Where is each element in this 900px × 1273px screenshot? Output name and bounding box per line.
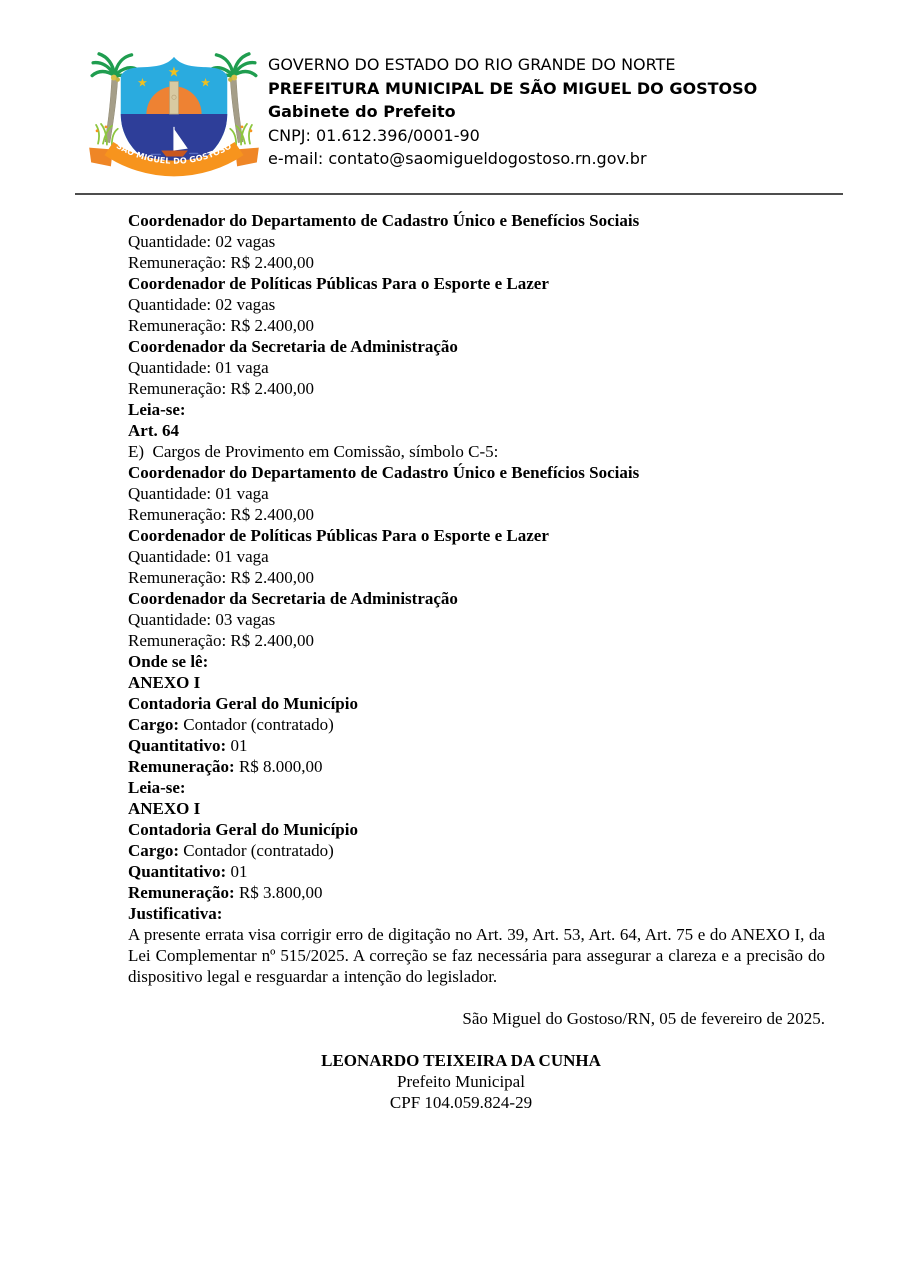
- doc-line: Onde se lê:: [128, 652, 209, 671]
- signature-role: Prefeito Municipal: [397, 1072, 525, 1091]
- doc-line: Remuneração: R$ 2.400,00: [128, 253, 315, 272]
- signature-cpf: CPF 104.059.824-29: [389, 1093, 533, 1112]
- document-body: [128, 210, 825, 1113]
- government-line: GOVERNO DO ESTADO DO RIO GRANDE DO NORTE: [268, 55, 676, 74]
- municipality-line: PREFEITURA MUNICIPAL DE SÃO MIGUEL DO GOSTOSO: [268, 78, 758, 98]
- letterhead: [0, 0, 900, 189]
- document-lines: [128, 210, 825, 987]
- doc-line: Remuneração: R$ 2.400,00: [128, 568, 315, 587]
- ribbon-text: SÃO MIGUEL DO GOSTOSO: [114, 140, 234, 166]
- doc-line: Coordenador de Políticas Públicas Para o Esporte e Lazer: [128, 526, 549, 545]
- doc-line: Quantidade: 01 vaga: [128, 547, 269, 566]
- doc-line: A presente errata visa corrigir erro de digitação no Art. 39, Art. 53, Art. 64, Art. 75 e do ANEXO I, da Lei Complementar nº 515/2025. A correção se faz necessária para assegurar a clareza e a precisão do dispositivo legal e resguardar a intenção do legislador.: [128, 925, 825, 986]
- doc-line: Justificativa:: [128, 904, 223, 923]
- doc-line: Coordenador da Secretaria de Administração: [128, 337, 458, 356]
- header-divider: [75, 193, 843, 195]
- signature-block: [128, 1050, 794, 1113]
- doc-line: Remuneração: R$ 8.000,00: [128, 757, 323, 776]
- flower-icon: [105, 125, 108, 128]
- doc-line: Quantidade: 02 vagas: [128, 232, 276, 251]
- doc-line: Leia-se:: [128, 778, 186, 797]
- doc-line: Remuneração: R$ 2.400,00: [128, 379, 315, 398]
- doc-line: Coordenador do Departamento de Cadastro Único e Benefícios Sociais: [128, 211, 640, 230]
- doc-line: Quantidade: 03 vagas: [128, 610, 276, 629]
- doc-line: Remuneração: R$ 2.400,00: [128, 316, 315, 335]
- doc-line: ANEXO I: [128, 673, 201, 692]
- monument-icon: [170, 82, 179, 115]
- blank-line: [128, 1029, 825, 1050]
- doc-line: Quantitativo: 01: [128, 736, 248, 755]
- doc-line: Coordenador da Secretaria de Administração: [128, 589, 458, 608]
- doc-line: Cargo: Contador (contratado): [128, 715, 334, 734]
- doc-line: Contadoria Geral do Município: [128, 820, 358, 839]
- doc-line: ANEXO I: [128, 799, 201, 818]
- cnpj-line: CNPJ: 01.612.396/0001-90: [268, 125, 480, 145]
- blank-line: [128, 987, 825, 1008]
- email-line: e-mail: contato@saomigueldogostoso.rn.gov.br: [268, 149, 647, 169]
- office-line: Gabinete do Prefeito: [268, 102, 456, 122]
- doc-line: Coordenador do Departamento de Cadastro Único e Benefícios Sociais: [128, 463, 640, 482]
- doc-line: Quantitativo: 01: [128, 862, 248, 881]
- flower-icon: [96, 129, 99, 132]
- doc-line: Contadoria Geral do Município: [128, 694, 358, 713]
- doc-line: Coordenador de Políticas Públicas Para o Esporte e Lazer: [128, 274, 549, 293]
- star-icon: ★: [137, 75, 148, 90]
- letterhead-text: [268, 53, 757, 171]
- doc-line: Leia-se:: [128, 400, 186, 419]
- doc-line: Art. 64: [128, 421, 179, 440]
- date-place-line: São Miguel do Gostoso/RN, 05 de fevereiro de 2025.: [462, 1009, 825, 1028]
- doc-line: Remuneração: R$ 2.400,00: [128, 505, 315, 524]
- doc-line: Remuneração: R$ 2.400,00: [128, 631, 315, 650]
- signature-name: LEONARDO TEIXEIRA DA CUNHA: [321, 1051, 601, 1070]
- star-icon: ★: [167, 64, 181, 81]
- coconut-icon: [116, 77, 120, 81]
- star-icon: ★: [200, 75, 211, 90]
- doc-line: Cargo: Contador (contratado): [128, 841, 334, 860]
- doc-line: Quantidade: 01 vaga: [128, 484, 269, 503]
- doc-line: Remuneração: R$ 3.800,00: [128, 883, 323, 902]
- doc-line: E) Cargos de Provimento em Comissão, símbolo C-5:: [128, 442, 499, 461]
- doc-line: Quantidade: 02 vagas: [128, 295, 276, 314]
- municipal-coat-of-arms: [85, 46, 263, 189]
- doc-line: Quantidade: 01 vaga: [128, 358, 269, 377]
